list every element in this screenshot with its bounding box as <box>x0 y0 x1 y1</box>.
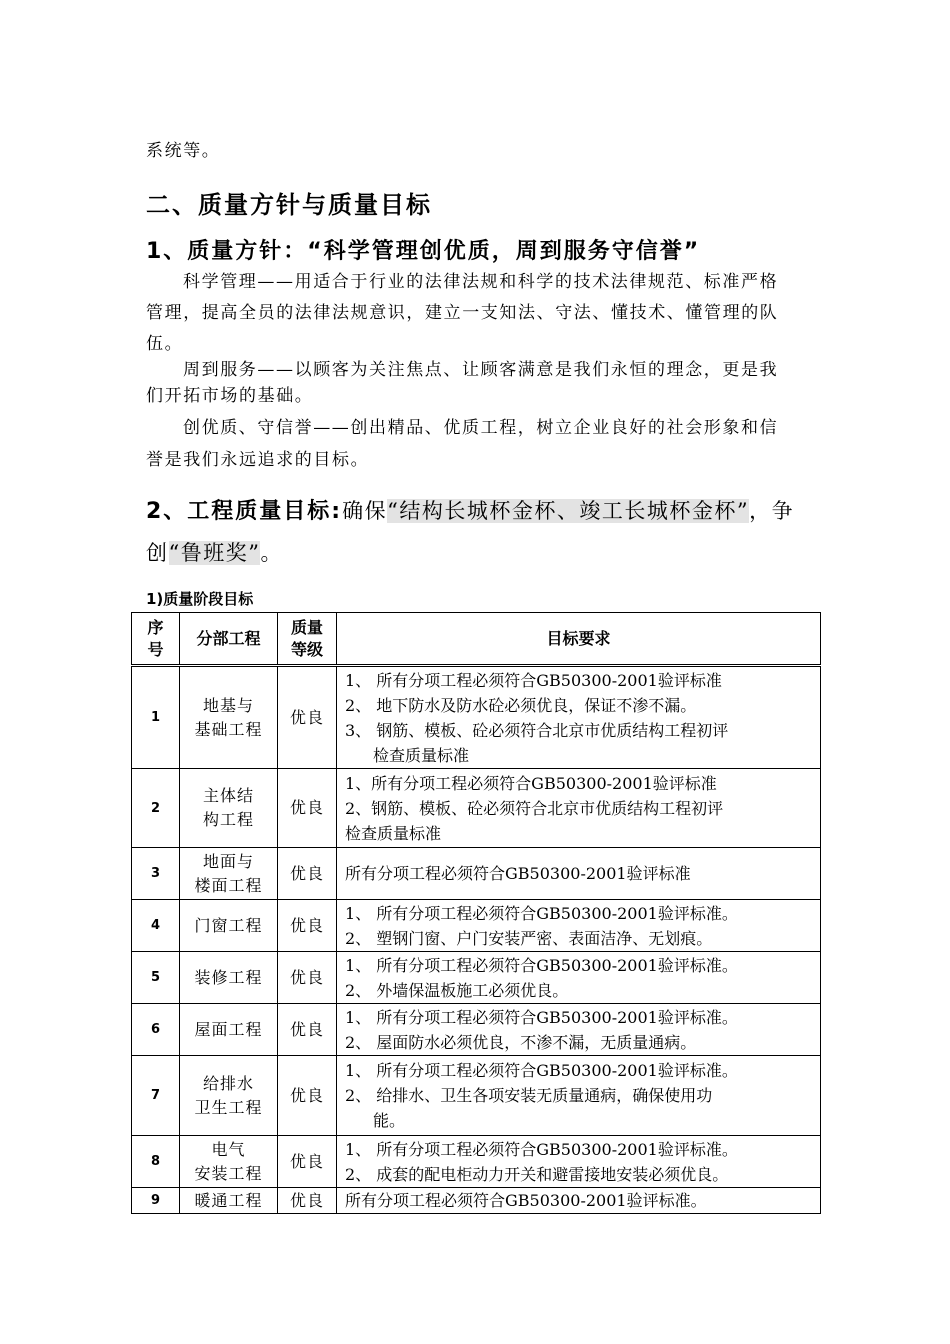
row-grade: 优良 <box>278 952 337 1004</box>
table-row <box>132 1056 821 1136</box>
quality-stage-table <box>131 612 821 1214</box>
row-grade: 优良 <box>278 1136 337 1188</box>
row-req: 1、所有分项工程必须符合GB50300-2001验评标准 2、钢筋、模板、砼必须符合北京市优质结构工程初评 检查质量标准 <box>337 769 821 848</box>
row-req: 1、 所有分项工程必须符合GB50300-2001验评标准。 2、 外墙保温板施工必须优良。 <box>337 952 821 1004</box>
policy-heading: 1、质量方针：“科学管理创优质，周到服务守信誉” <box>146 239 701 264</box>
row-grade: 优良 <box>278 666 337 769</box>
row-grade: 优良 <box>278 900 337 952</box>
row-no: 7 <box>132 1056 180 1136</box>
table-row <box>132 1136 821 1188</box>
row-name: 主体结 构工程 <box>180 769 278 848</box>
row-name: 装修工程 <box>180 952 278 1004</box>
policy-para3-line2: 誉是我们永远追求的目标。 <box>146 450 370 470</box>
table-row <box>132 848 821 900</box>
policy-para1-line3: 伍。 <box>146 334 184 354</box>
goal-line1 <box>146 494 794 525</box>
row-name: 门窗工程 <box>180 900 278 952</box>
header-name: 分部工程 <box>180 613 278 666</box>
policy-para3-line1: 创优质、守信誉——创出精品、优质工程，树立企业良好的社会形象和信 <box>183 418 779 438</box>
row-req: 1、 所有分项工程必须符合GB50300-2001验评标准。 2、 屋面防水必须优良，不渗不漏，无质量通病。 <box>337 1004 821 1056</box>
row-name: 屋面工程 <box>180 1004 278 1056</box>
table-row <box>132 1188 821 1214</box>
table-row <box>132 769 821 848</box>
header-no: 序 号 <box>132 613 180 666</box>
row-name: 给排水 卫生工程 <box>180 1056 278 1136</box>
goal-highlight-b: “鲁班奖” <box>168 541 261 565</box>
goal-text-b: ，争 <box>749 499 795 523</box>
row-req: 所有分项工程必须符合GB50300-2001验评标准。 <box>337 1188 821 1214</box>
policy-para2-line2: 们开拓市场的基础。 <box>146 386 314 406</box>
goal-line2 <box>146 537 283 567</box>
goal-label: 2、工程质量目标: <box>146 499 343 524</box>
header-req: 目标要求 <box>337 613 821 666</box>
intro-tail-text: 系统等。 <box>146 141 221 161</box>
table-row <box>132 1004 821 1056</box>
policy-para2-line1: 周到服务——以顾客为关注焦点、让顾客满意是我们永恒的理念，更是我 <box>183 360 779 380</box>
row-req: 1、 所有分项工程必须符合GB50300-2001验评标准。 2、 成套的配电柜动力开关和避雷接地安装必须优良。 <box>337 1136 821 1188</box>
row-grade: 优良 <box>278 1056 337 1136</box>
goal-text-c: 创 <box>146 541 169 565</box>
row-req: 1、 所有分项工程必须符合GB50300-2001验评标准。 2、 塑钢门窗、户门安装严密、表面洁净、无划痕。 <box>337 900 821 952</box>
policy-para1-line2: 管理，提高全员的法律法规意识，建立一支知法、守法、懂技术、懂管理的队 <box>146 303 779 323</box>
row-name: 地面与 楼面工程 <box>180 848 278 900</box>
row-req: 1、 所有分项工程必须符合GB50300-2001验评标准。 2、 给排水、卫生各项安装无质量通病，确保使用功 能。 <box>337 1056 821 1136</box>
policy-para1-line1: 科学管理——用适合于行业的法律法规和科学的技术法律规范、标准严格 <box>183 272 779 292</box>
row-no: 5 <box>132 952 180 1004</box>
table-row <box>132 900 821 952</box>
table-caption: 1)质量阶段目标 <box>146 590 254 608</box>
table-row <box>132 666 821 769</box>
row-no: 6 <box>132 1004 180 1056</box>
table-header-row <box>132 613 821 666</box>
section-heading: 二、质量方针与质量目标 <box>146 190 432 219</box>
row-no: 3 <box>132 848 180 900</box>
header-grade: 质量 等级 <box>278 613 337 666</box>
row-no: 4 <box>132 900 180 952</box>
row-name: 地基与 基础工程 <box>180 666 278 769</box>
goal-text-d: 。 <box>260 541 283 565</box>
goal-text-a: 确保 <box>342 499 388 523</box>
goal-highlight-a: “结构长城杯金杯、竣工长城杯金杯” <box>387 499 750 523</box>
row-no: 2 <box>132 769 180 848</box>
row-req: 所有分项工程必须符合GB50300-2001验评标准 <box>337 848 821 900</box>
row-name: 电气 安装工程 <box>180 1136 278 1188</box>
row-no: 9 <box>132 1188 180 1214</box>
row-no: 8 <box>132 1136 180 1188</box>
row-req: 1、 所有分项工程必须符合GB50300-2001验评标准 2、 地下防水及防水砼必须优良，保证不渗不漏。 3、 钢筋、模板、砼必须符合北京市优质结构工程初评 检查质量标准 <box>337 666 821 769</box>
row-no: 1 <box>132 666 180 769</box>
row-grade: 优良 <box>278 1188 337 1214</box>
table-row <box>132 952 821 1004</box>
row-grade: 优良 <box>278 1004 337 1056</box>
row-name: 暖通工程 <box>180 1188 278 1214</box>
row-grade: 优良 <box>278 769 337 848</box>
row-grade: 优良 <box>278 848 337 900</box>
